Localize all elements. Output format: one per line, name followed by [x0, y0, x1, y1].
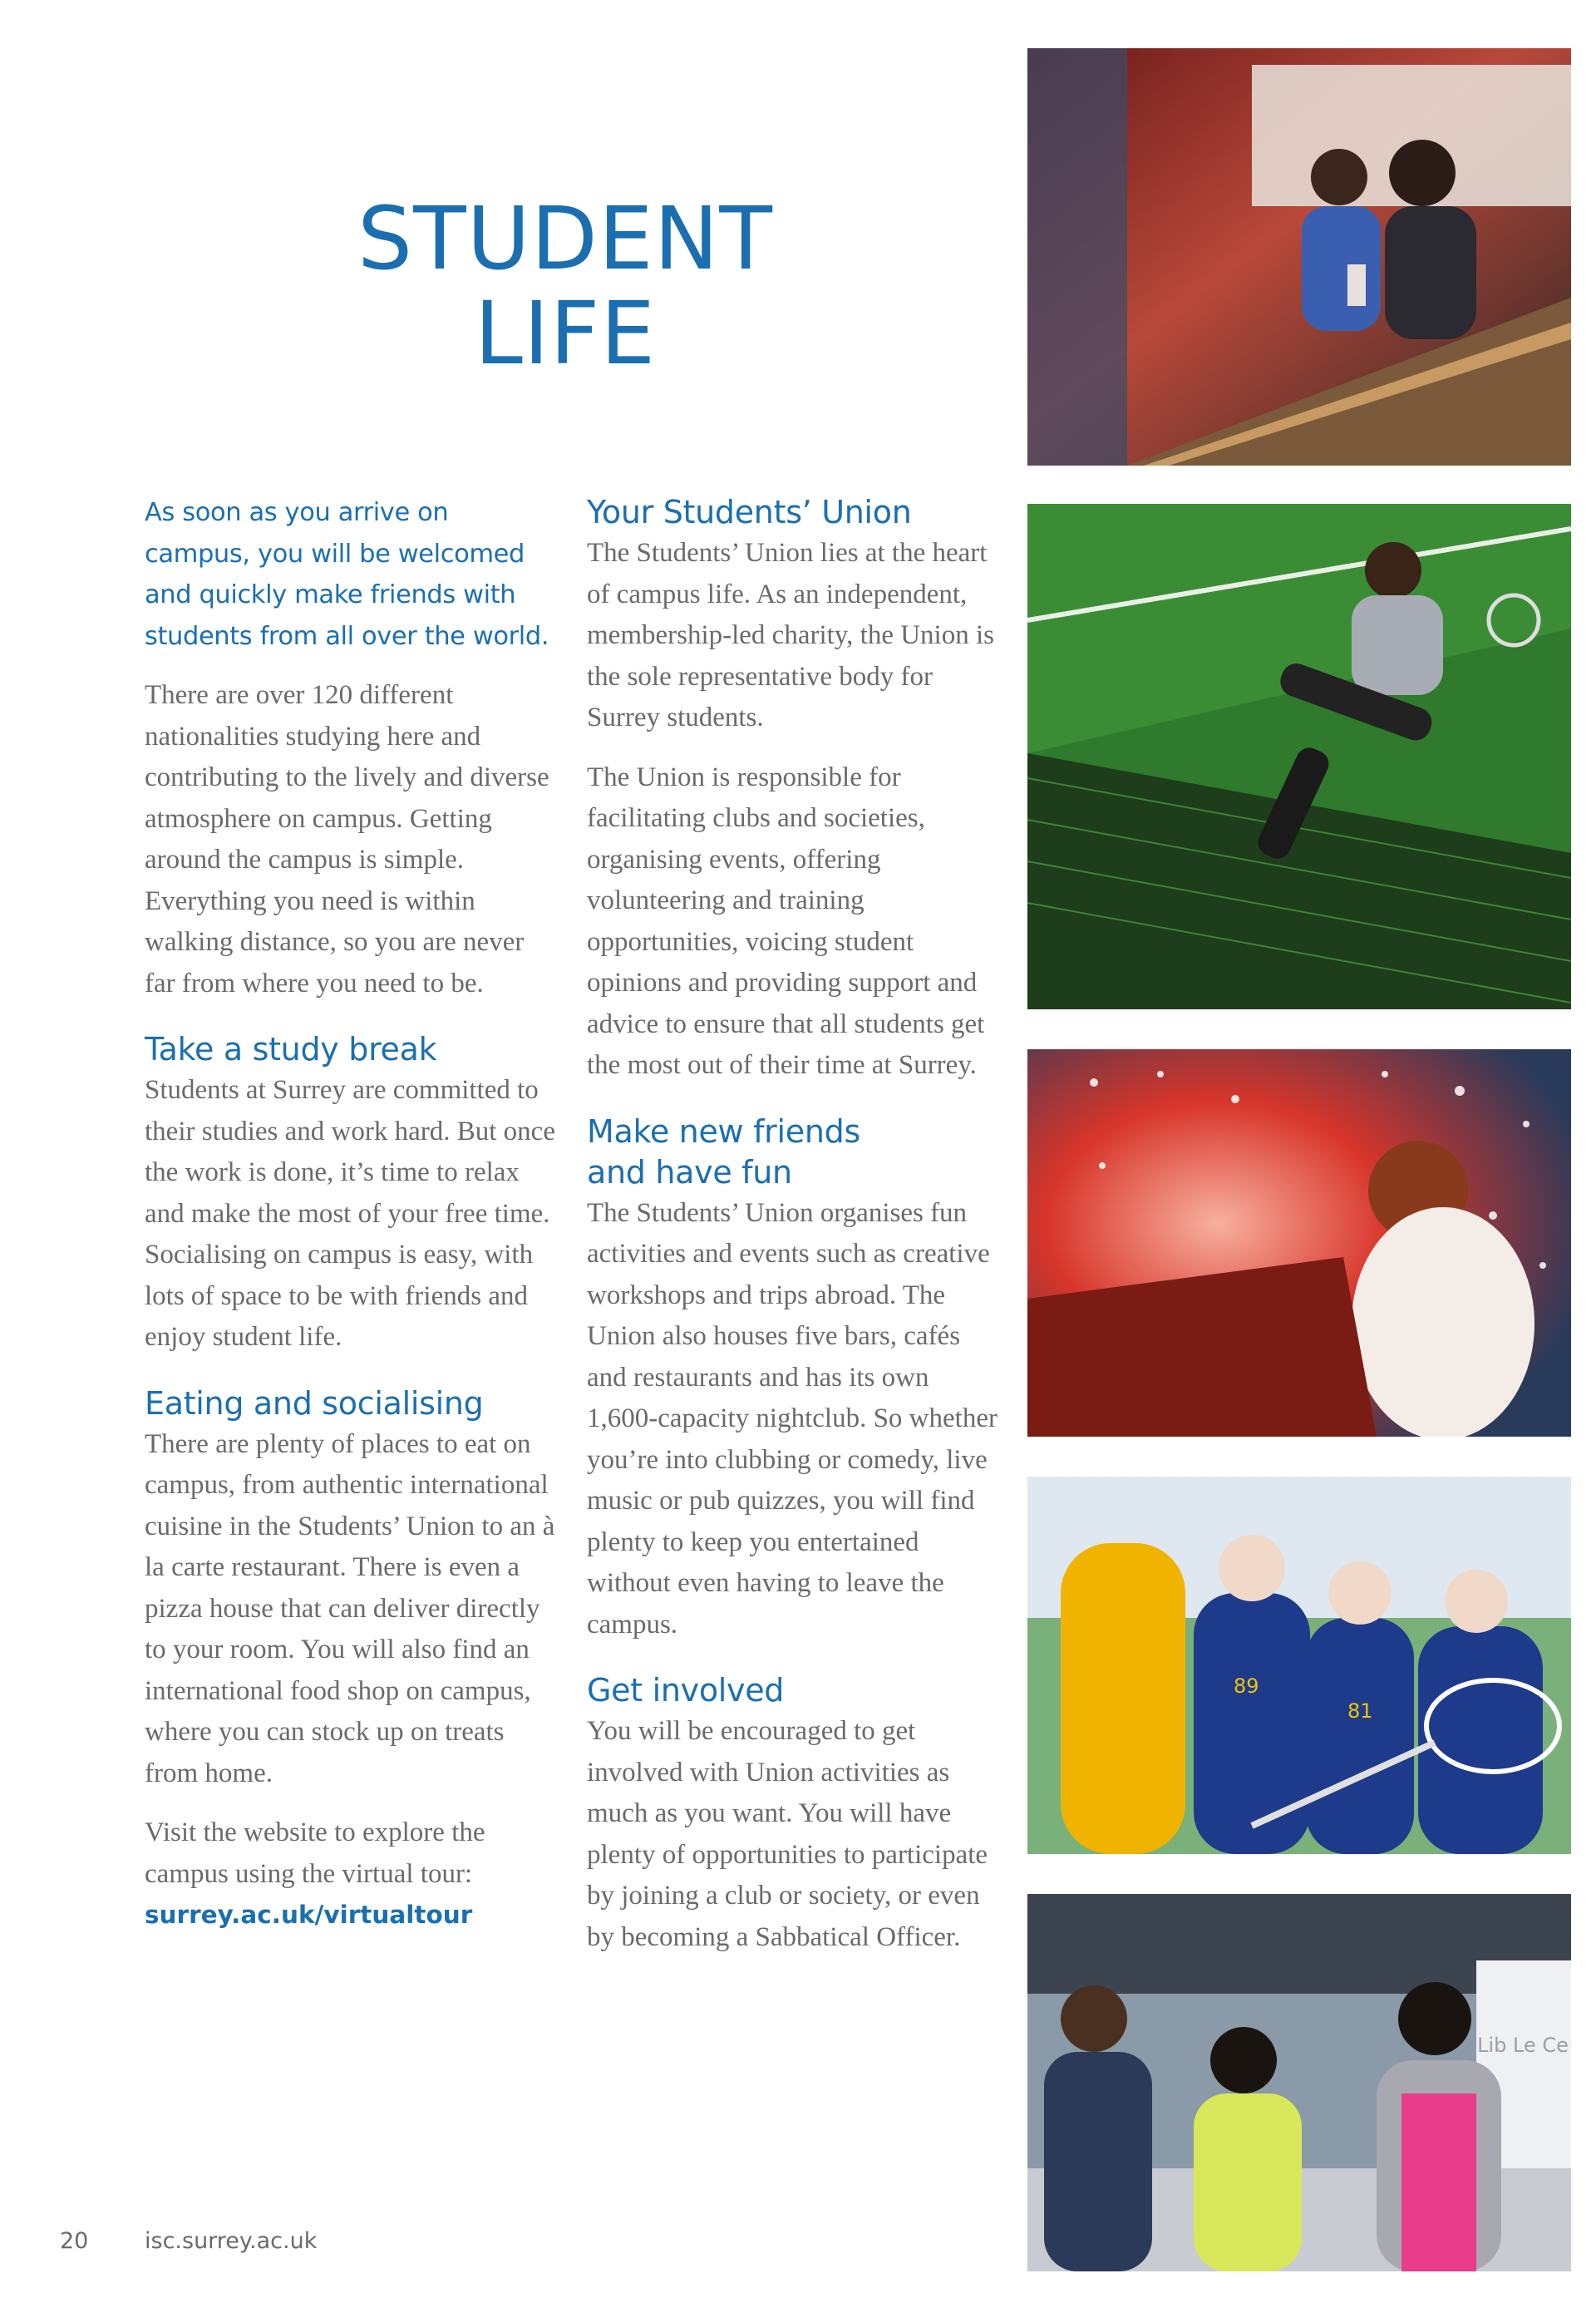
page-number: 20 — [60, 2228, 89, 2254]
title-line-1: STUDENT — [357, 188, 773, 289]
tennis-image — [1027, 504, 1571, 1009]
photo-restaurant — [1027, 48, 1571, 466]
friends-heading-line-2: and have fun — [587, 1153, 792, 1191]
jersey-number-81: 81 — [1347, 1699, 1373, 1723]
restaurant-image — [1027, 48, 1571, 466]
jersey-number-89: 89 — [1234, 1674, 1259, 1698]
study-break-heading: Take a study break — [145, 1031, 437, 1068]
photo-campus-walk — [1027, 1894, 1571, 2271]
photo-dj — [1027, 1049, 1571, 1437]
middle-column — [587, 492, 1002, 1976]
friends-heading — [587, 1112, 1002, 1193]
footer-url[interactable]: isc.surrey.ac.uk — [145, 2228, 318, 2254]
left-column — [145, 492, 560, 1936]
eating-text: There are plenty of places to eat on campus, from authentic international cuisine in the Students’ Union to an à la carte restaurant. There is even a pizza house that can deliver directly to your room. You will also find an international food shop on campus, where you can stock up on treats from home. — [145, 1428, 555, 1788]
study-break-text: Students at Surrey are committed to their studies and work hard. But once the work is done, it’s time to relax and make the most of your free time. Socialising on campus is easy, with lots of space to be with friends and enjoy student life. — [145, 1075, 555, 1352]
involved-heading: Get involved — [587, 1672, 785, 1709]
library-sign-text: Lib Le Ce — [1477, 2034, 1569, 2057]
nationalities-paragraph: There are over 120 different nationalities studying here and contributing to the lively and diverse atmosphere on campus. Getting around the campus is simple. Everything you need is within walking distance, so you are never far from where you need to be. — [145, 680, 549, 999]
virtual-tour-paragraph — [145, 1812, 560, 1936]
photo-lacrosse — [1027, 1477, 1571, 1854]
friends-heading-line-1: Make new friends — [587, 1112, 860, 1150]
page-title — [332, 188, 798, 384]
involved-text: You will be encouraged to get involved with Union activities as much as you want. You will have plenty of opportunities to participate by joining a club or society, or even by becoming a Sabbatical Officer. — [587, 1716, 988, 1952]
union-heading: Your Students’ Union — [587, 494, 912, 530]
lacrosse-image — [1027, 1477, 1571, 1854]
friends-text: The Students’ Union organises fun activities and events such as creative workshops and trips abroad. The Union also houses five bars, cafés and restaurants and has its own 1,600-capacity nightclub. So whether you’re into clubbing or comedy, live music or pub quizzes, you will find plenty to keep you entertained without even having to leave the campus. — [587, 1197, 998, 1640]
virtual-tour-text: Visit the website to explore the campus using the virtual tour: — [145, 1817, 485, 1889]
union-text-1: The Students’ Union lies at the heart of campus life. As an independent, membership-led charity, the Union is the sole representative body for Surrey students. — [587, 538, 994, 732]
intro-text: As soon as you arrive on campus, you will be welcomed and quickly make friends with students from all over the world. — [145, 498, 549, 651]
union-text-2: The Union is responsible for facilitating clubs and societies, organising events, offering volunteering and training opportunities, voicing student opinions and providing support and advice to ensure that all students get the most out of their time at Surrey. — [587, 762, 985, 1080]
campus-walk-image — [1027, 1894, 1571, 2271]
title-line-2: LIFE — [474, 283, 657, 384]
dj-image — [1027, 1049, 1571, 1437]
virtual-tour-link[interactable]: surrey.ac.uk/virtualtour — [145, 1901, 473, 1929]
eating-heading: Eating and socialising — [145, 1384, 484, 1422]
photo-tennis — [1027, 504, 1571, 1009]
